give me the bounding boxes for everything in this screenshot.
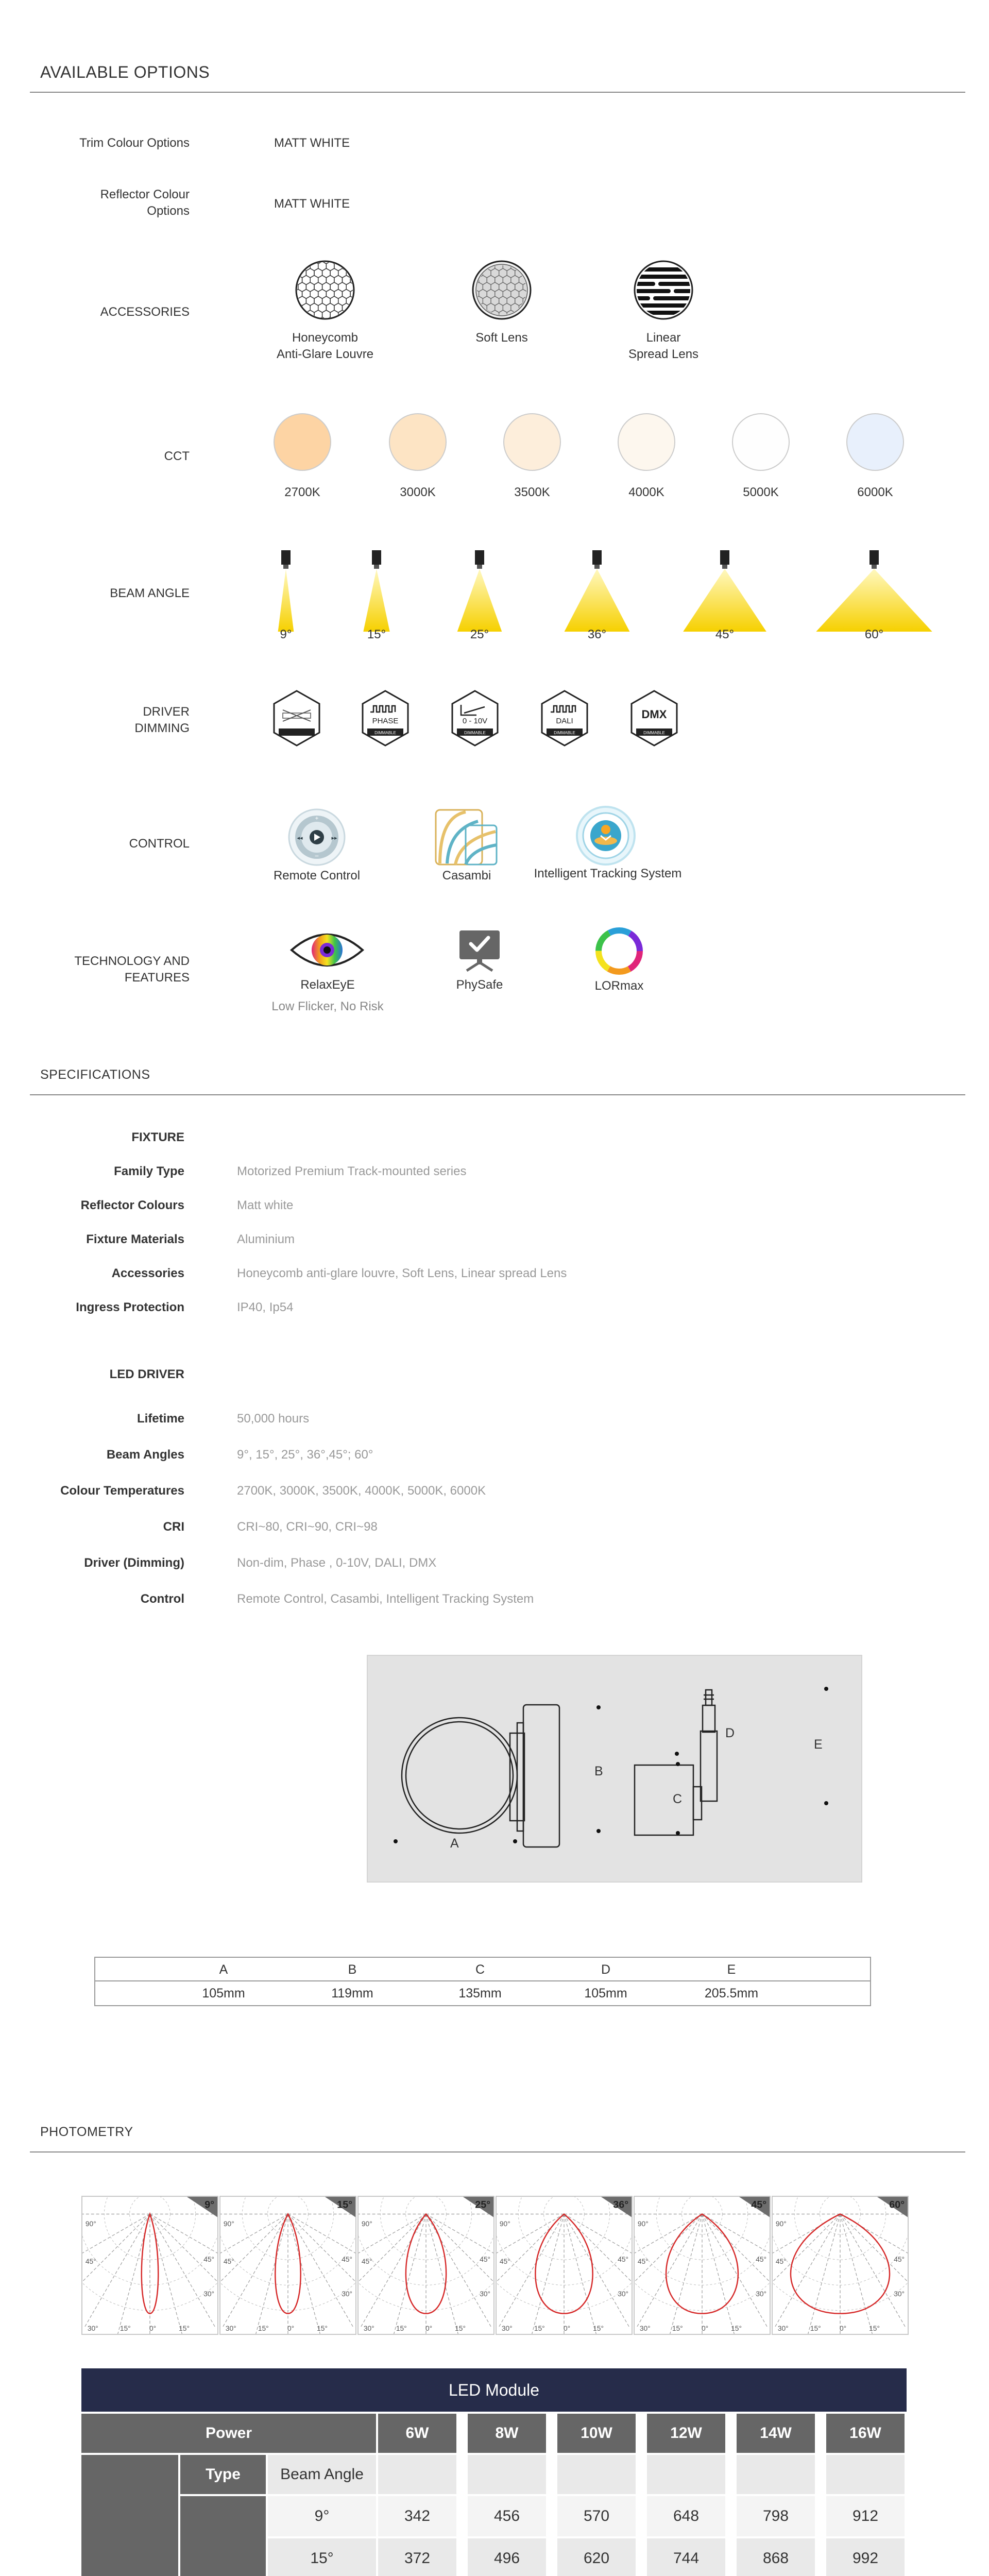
polar-chart-36 (496, 2196, 633, 2335)
trim-colour-value: MATT WHITE (274, 136, 350, 150)
spec-value: Non-dim, Phase , 0-10V, DALI, DMX (237, 1556, 437, 1570)
spec-value: Remote Control, Casambi, Intelligent Tracking System (237, 1592, 534, 1606)
cct-caption: 5000K (743, 485, 779, 499)
spec-label: Family Type (114, 1164, 184, 1178)
spec-value: Matt white (237, 1198, 294, 1212)
svg-text:+: + (315, 815, 319, 822)
polar-chart-15 (219, 2196, 356, 2335)
flux-value-cell: 744 (647, 2538, 725, 2576)
polar-axis-label: 45° (637, 2258, 649, 2266)
cct-caption: 2700K (284, 485, 320, 499)
driver-icon-text: 0 - 10V (462, 717, 488, 725)
empty-header-cell (737, 2455, 815, 2494)
polar-beam-label: 36° (613, 2199, 629, 2211)
power-column-header: 6W (378, 2414, 456, 2453)
polar-axis-label: 0° (287, 2325, 295, 2333)
polar-axis-label: 30° (501, 2325, 513, 2333)
physafe-icon (456, 927, 503, 973)
polar-axis-label: 15° (455, 2325, 466, 2333)
linear-spread-icon (633, 259, 694, 321)
polar-beam-label: 25° (475, 2199, 491, 2211)
technology-label (40, 953, 190, 986)
soft-lens-icon (471, 259, 533, 321)
spec-label: Driver (Dimming) (84, 1556, 184, 1570)
polar-chart-45 (634, 2196, 771, 2335)
polar-axis-label: 45° (361, 2258, 372, 2266)
control-caption-remote: Remote Control (273, 869, 361, 883)
reflector-colour-value: MATT WHITE (274, 197, 350, 211)
cct-label: CCT (164, 449, 190, 463)
dim-label-d: D (725, 1726, 735, 1740)
driver-label-line1: DRIVER (143, 705, 190, 719)
polar-axis-label: 15° (672, 2325, 683, 2333)
spec-label: Control (140, 1592, 184, 1606)
dim-label-e: E (814, 1737, 823, 1752)
cct-caption: 3500K (514, 485, 550, 499)
beam-angle-caption: 15° (367, 628, 386, 641)
type-value (180, 2496, 266, 2576)
power-column-header: 14W (737, 2414, 815, 2453)
section-divider (30, 1094, 965, 1095)
polar-axis-label: 30° (203, 2290, 215, 2298)
spec-label: Reflector Colours (80, 1198, 184, 1212)
polar-axis-label: 45° (775, 2258, 787, 2266)
polar-axis-label: 15° (731, 2325, 742, 2333)
relaxeye-icon (288, 925, 366, 975)
polar-axis-label: 0° (425, 2325, 433, 2333)
beam-angle-cell: 9° (268, 2496, 376, 2536)
honeycomb-icon (294, 259, 356, 321)
tech-caption-relaxeye-sub: Low Flicker, No Risk (271, 999, 384, 1013)
polar-axis-label: 15° (534, 2325, 545, 2333)
section-divider (30, 2151, 965, 2153)
spec-value: Honeycomb anti-glare louvre, Soft Lens, Linear spread Lens (237, 1266, 567, 1280)
flux-value-cell: 620 (557, 2538, 636, 2576)
spec-label: Fixture Materials (86, 1232, 184, 1246)
polar-axis-label: 45° (499, 2258, 510, 2266)
dimension-drawing (368, 1656, 863, 1884)
spec-label: Accessories (111, 1266, 184, 1280)
photometry-title: PHOTOMETRY (40, 2125, 133, 2139)
trim-colour-label: Trim Colour Options (79, 136, 190, 150)
spec-label: Ingress Protection (76, 1300, 184, 1314)
polar-axis-label: 45° (756, 2256, 767, 2264)
beam-angle-icon-25 (413, 548, 547, 636)
beam-angle-caption: 9° (280, 628, 292, 641)
dimension-value: 105mm (584, 1986, 627, 2001)
spec-label: Colour Temperatures (60, 1484, 184, 1498)
lormax-icon (593, 925, 645, 977)
polar-axis-label: 90° (775, 2220, 787, 2228)
dimension-value: 135mm (458, 1986, 502, 2001)
luminous-flux-header (81, 2455, 178, 2576)
polar-axis-label: 15° (396, 2325, 407, 2333)
flux-value-cell: 570 (557, 2496, 636, 2536)
polar-axis-label: 15° (317, 2325, 328, 2333)
accessory-caption-soft-lens: Soft Lens (475, 331, 528, 345)
control-caption-casambi: Casambi (442, 869, 491, 883)
cct-swatch-5000k (732, 413, 790, 471)
beam-angle-caption: 45° (715, 628, 735, 641)
beam-angle-icon-45 (658, 548, 792, 636)
phase-dimming-icon (361, 689, 410, 747)
flux-value-cell: 648 (647, 2496, 725, 2536)
driver-dimming-label (40, 704, 190, 737)
cct-swatch-6000k (846, 413, 904, 471)
control-label: CONTROL (129, 837, 190, 851)
polar-axis-label: 15° (810, 2325, 821, 2333)
beam-angle-label: BEAM ANGLE (110, 586, 190, 600)
polar-axis-label: 45° (894, 2256, 905, 2264)
spec-label: Lifetime (137, 1412, 184, 1426)
power-column-header: 10W (557, 2414, 636, 2453)
polar-axis-label: 45° (618, 2256, 629, 2264)
empty-header-cell (378, 2455, 456, 2494)
empty-header-cell (647, 2455, 725, 2494)
dim-label-b: B (594, 1764, 603, 1778)
polar-axis-label: 0° (702, 2325, 709, 2333)
polar-axis-label: 45° (223, 2258, 234, 2266)
tech-label-line1: TECHNOLOGY AND (74, 954, 190, 968)
polar-axis-label: 45° (203, 2256, 215, 2264)
beam-angle-caption: 25° (470, 628, 489, 641)
casambi-icon (435, 807, 499, 868)
spec-value: Aluminium (237, 1232, 295, 1246)
power-column-header: 16W (826, 2414, 905, 2453)
polar-beam-label: 9° (204, 2199, 215, 2211)
dimension-header: A (219, 1962, 228, 1977)
polar-chart-25 (357, 2196, 494, 2335)
power-header: Power (81, 2414, 376, 2453)
beam-angle-cell: 15° (268, 2538, 376, 2576)
driver-icon-text: PHASE (372, 717, 399, 725)
spec-value: CRI~80, CRI~90, CRI~98 (237, 1520, 378, 1534)
dali-dimming-icon (540, 689, 589, 747)
dimension-value: 119mm (331, 1986, 373, 2001)
cct-caption: 3000K (400, 485, 436, 499)
polar-axis-label: 15° (593, 2325, 604, 2333)
polar-axis-label: 90° (499, 2220, 510, 2228)
led-module-title: LED Module (81, 2368, 907, 2412)
tech-caption-lormax: LORmax (594, 979, 644, 993)
beam-angle-header: Beam Angle (268, 2455, 376, 2494)
empty-header-cell (826, 2455, 905, 2494)
driver-label-line2: DIMMING (134, 721, 190, 735)
available-options-title: AVAILABLE OPTIONS (40, 63, 210, 81)
spec-value: Motorized Premium Track-mounted series (237, 1164, 467, 1178)
section-divider (30, 92, 965, 93)
tech-label-line2: FEATURES (124, 971, 190, 985)
cct-swatch-4000k (618, 413, 675, 471)
polar-axis-label: 30° (87, 2325, 98, 2333)
driver-icon-text: DMX (641, 708, 667, 721)
polar-axis-label: 90° (85, 2220, 96, 2228)
technical-drawing (367, 1655, 862, 1883)
dimension-header: C (475, 1962, 485, 1977)
polar-axis-label: 30° (342, 2290, 353, 2298)
polar-axis-label: 90° (223, 2220, 234, 2228)
polar-axis-label: 30° (225, 2325, 236, 2333)
spec-value: 9°, 15°, 25°, 36°,45°; 60° (237, 1448, 373, 1462)
cct-swatch-3000k (389, 413, 447, 471)
polar-axis-label: 30° (363, 2325, 374, 2333)
dimensions-header-row (95, 1958, 870, 1981)
flux-value-cell: 912 (826, 2496, 905, 2536)
polar-axis-label: 30° (777, 2325, 789, 2333)
remote-control-icon (287, 808, 346, 867)
polar-axis-label: 90° (361, 2220, 372, 2228)
dim-label-c: C (673, 1792, 683, 1806)
driver-icon-subtext: DIMMABLE (374, 731, 396, 735)
tracking-system-icon (575, 805, 637, 867)
polar-axis-label: 0° (149, 2325, 157, 2333)
polar-beam-label: 45° (751, 2199, 767, 2211)
cct-swatch-2700k (274, 413, 331, 471)
flux-value-cell: 798 (737, 2496, 815, 2536)
dimension-value: 105mm (202, 1986, 245, 2001)
power-column-header: 8W (468, 2414, 546, 2453)
polar-axis-label: 45° (85, 2258, 96, 2266)
accessory-caption-honeycomb: Honeycomb Anti-Glare Louvre (276, 331, 374, 361)
driver-icon-subtext: DIMMABLE (464, 731, 486, 735)
flux-value-cell: 342 (378, 2496, 456, 2536)
spec-label: CRI (163, 1520, 184, 1534)
polar-beam-label: 60° (889, 2199, 905, 2211)
svg-text:−: − (314, 852, 319, 860)
control-caption-tracking: Intelligent Tracking System (534, 867, 682, 880)
driver-icon-subtext: DIMMABLE (554, 731, 575, 735)
dmx-dimming-icon (630, 689, 678, 747)
reflector-label-line2: Options (147, 204, 190, 218)
dimension-value: 205.5mm (704, 1986, 759, 2001)
type-header: Type (180, 2455, 266, 2494)
power-column-header: 12W (647, 2414, 725, 2453)
dimensions-table (94, 1957, 871, 2006)
flux-value-cell: 496 (468, 2538, 546, 2576)
fixture-heading: FIXTURE (131, 1130, 184, 1144)
spec-value: 2700K, 3000K, 3500K, 4000K, 5000K, 6000K (237, 1484, 486, 1498)
flux-value-cell: 372 (378, 2538, 456, 2576)
polar-axis-label: 45° (480, 2256, 491, 2264)
tech-caption-relaxeye: RelaxEyE (300, 978, 355, 992)
dimension-header: E (727, 1962, 736, 1977)
reflector-label-line1: Reflector Colour (100, 188, 190, 201)
accessory-caption-linear: Linear Spread Lens (628, 331, 699, 361)
reflector-colour-label (40, 187, 190, 219)
polar-chart-60 (772, 2196, 909, 2335)
polar-chart-9 (81, 2196, 218, 2335)
cct-caption: 6000K (857, 485, 893, 499)
polar-axis-label: 0° (840, 2325, 847, 2333)
empty-header-cell (557, 2455, 636, 2494)
specifications-title: SPECIFICATIONS (40, 1067, 150, 1082)
polar-axis-label: 0° (564, 2325, 571, 2333)
beam-angle-caption: 36° (587, 628, 607, 641)
polar-axis-label: 90° (637, 2220, 649, 2228)
polar-axis-label: 30° (618, 2290, 629, 2298)
flux-value-cell: 992 (826, 2538, 905, 2576)
beam-angle-icon-36 (530, 548, 664, 636)
flux-value-cell: 868 (737, 2538, 815, 2576)
0-10v-dimming-icon (451, 689, 499, 747)
dim-label-a: A (450, 1836, 459, 1851)
beam-angle-icon-60 (807, 548, 941, 636)
polar-axis-label: 30° (756, 2290, 767, 2298)
spec-value: IP40, Ip54 (237, 1300, 294, 1314)
flux-value-cell: 456 (468, 2496, 546, 2536)
driver-icon-text: DALI (556, 717, 573, 725)
driver-icon-subtext: DIMMABLE (643, 731, 665, 735)
non-dim-icon (272, 689, 321, 747)
svg-text:◂◂: ◂◂ (297, 835, 303, 841)
accessories-label: ACCESSORIES (100, 305, 190, 319)
dimension-header: D (601, 1962, 611, 1977)
polar-axis-label: 30° (639, 2325, 651, 2333)
cct-caption: 4000K (628, 485, 664, 499)
polar-axis-label: 30° (894, 2290, 905, 2298)
polar-axis-label: 15° (258, 2325, 269, 2333)
dimensions-value-row (95, 1981, 870, 2005)
polar-axis-label: 45° (342, 2256, 353, 2264)
polar-axis-label: 15° (869, 2325, 880, 2333)
spec-value: 50,000 hours (237, 1412, 310, 1426)
polar-beam-label: 15° (337, 2199, 353, 2211)
svg-text:▸▸: ▸▸ (331, 835, 337, 841)
beam-angle-caption: 60° (864, 628, 884, 641)
tech-caption-physafe: PhySafe (456, 978, 503, 992)
spec-label: Beam Angles (106, 1448, 184, 1462)
dimension-header: B (348, 1962, 357, 1977)
polar-axis-label: 15° (179, 2325, 190, 2333)
polar-axis-label: 30° (480, 2290, 491, 2298)
cct-swatch-3500k (503, 413, 561, 471)
led-driver-heading: LED DRIVER (109, 1367, 184, 1381)
empty-header-cell (468, 2455, 546, 2494)
polar-axis-label: 15° (120, 2325, 131, 2333)
